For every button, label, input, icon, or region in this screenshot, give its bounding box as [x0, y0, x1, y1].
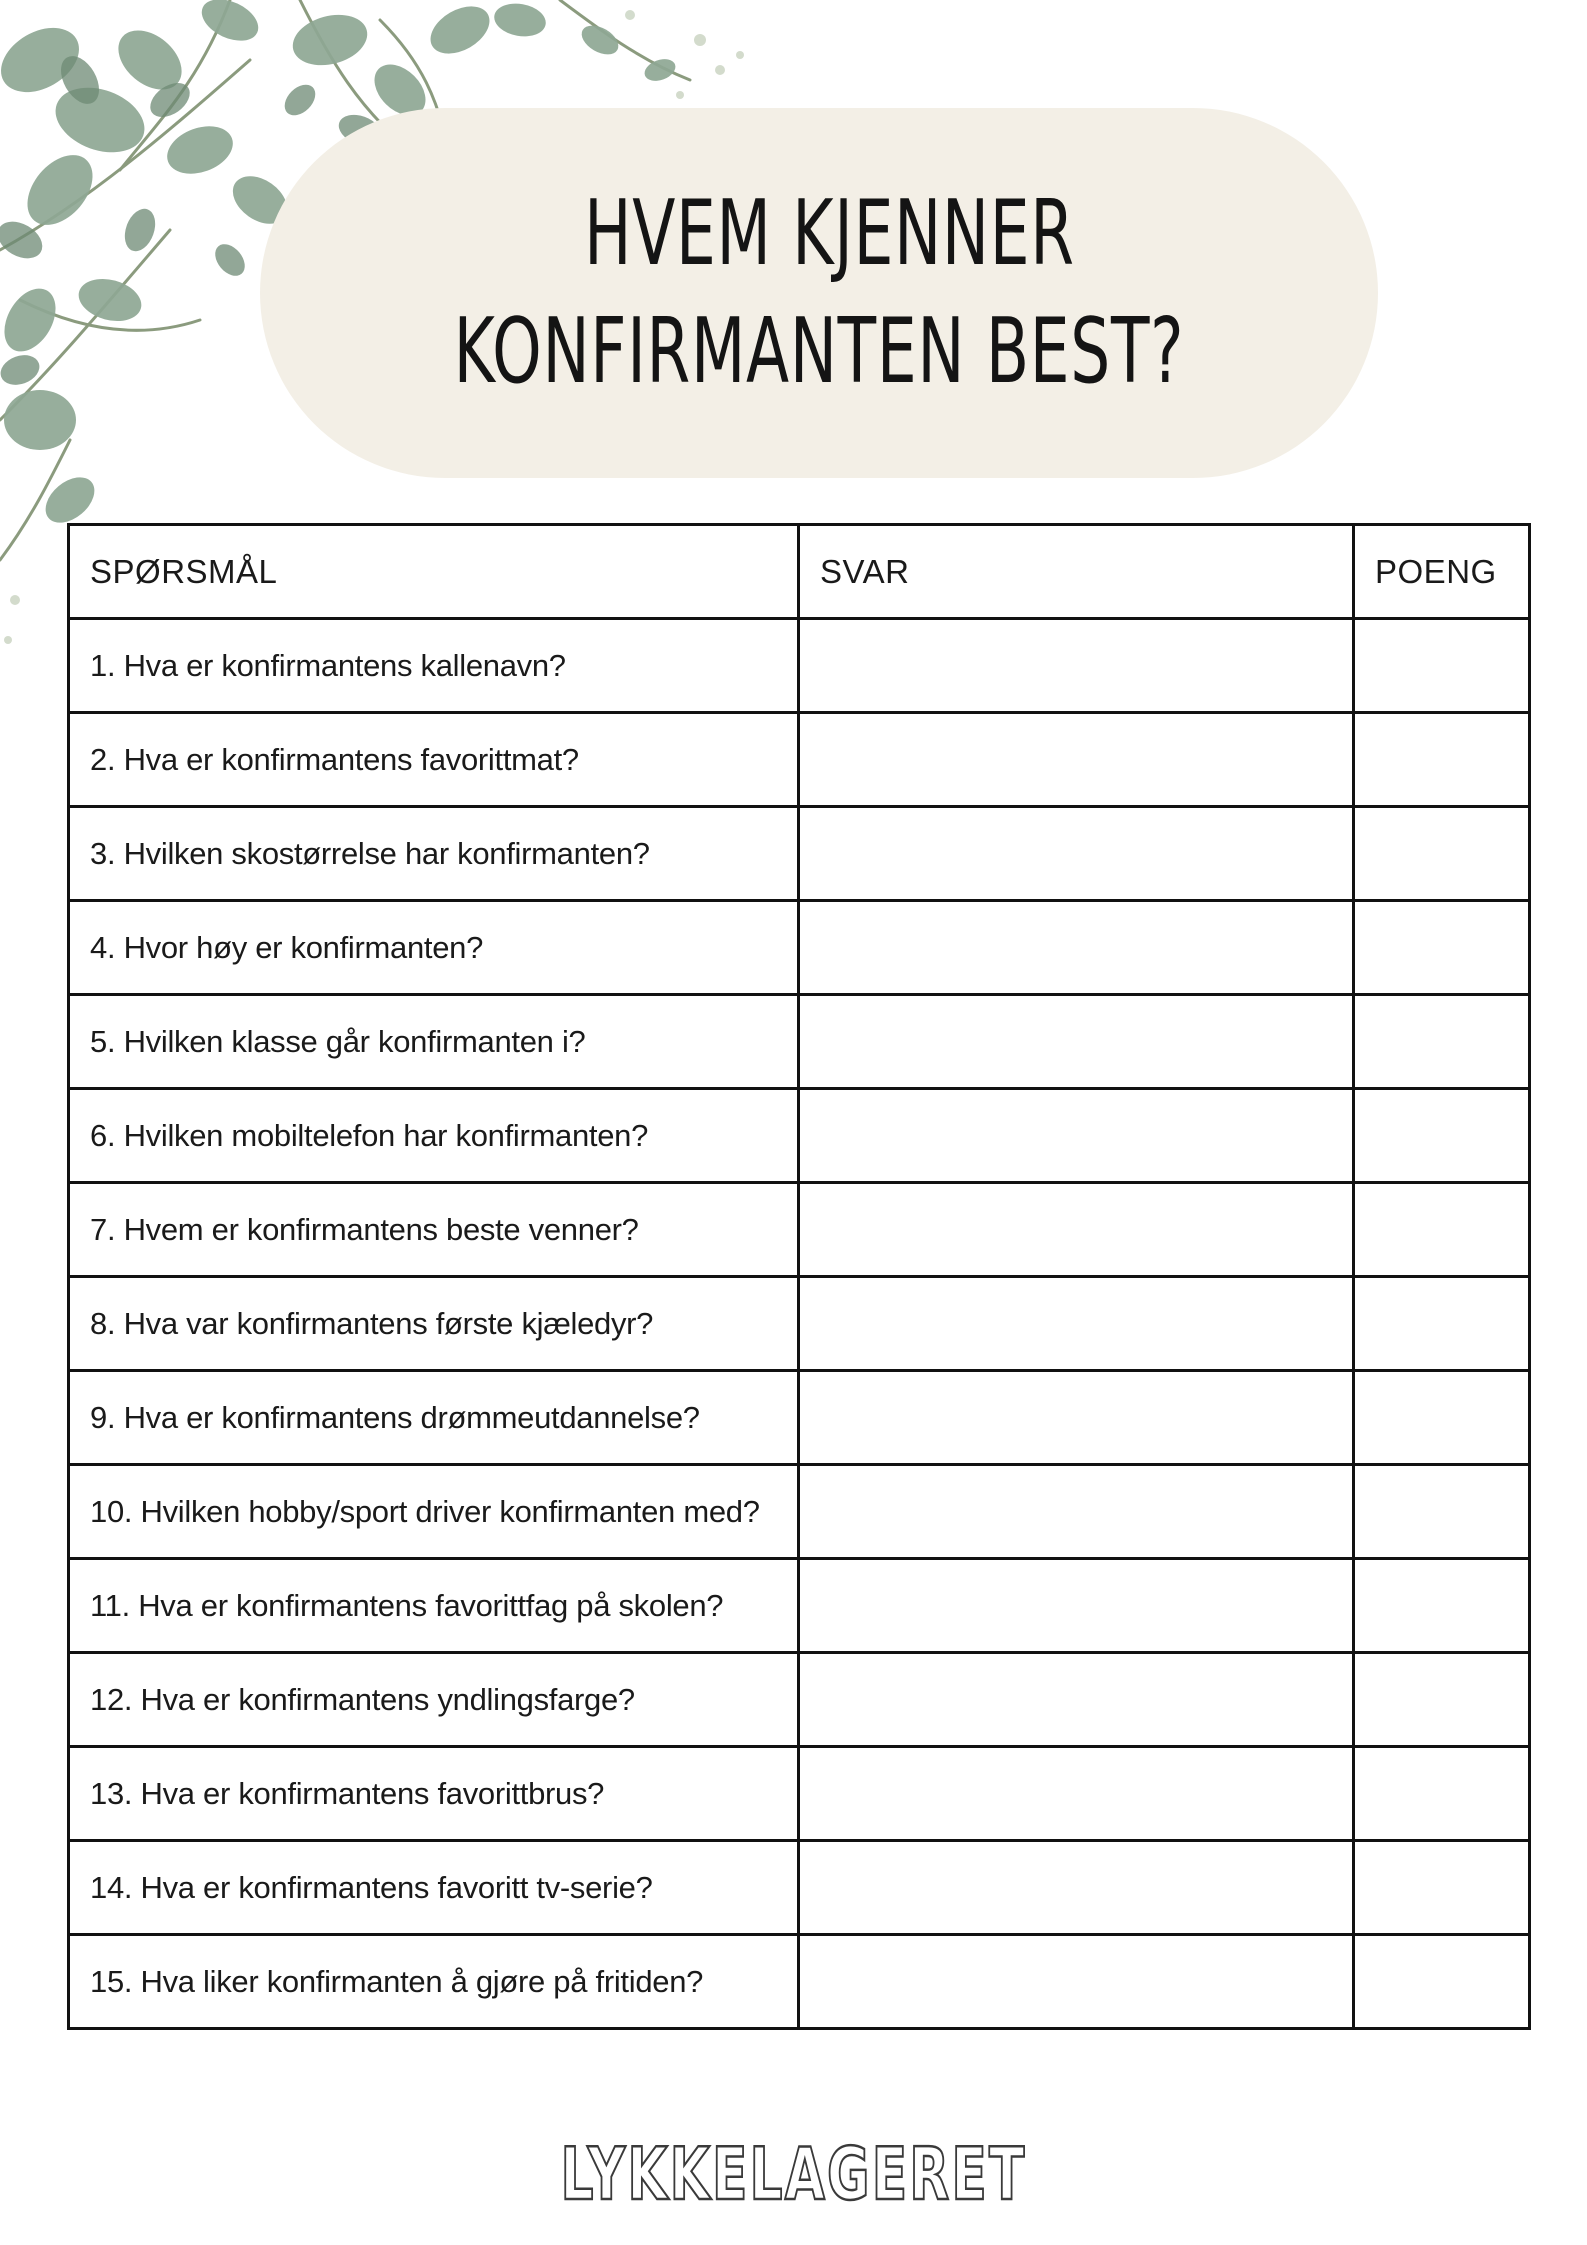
question-cell: 15. Hva liker konfirmanten å gjøre på fritiden?	[69, 1935, 799, 2029]
question-cell: 5. Hvilken klasse går konfirmanten i?	[69, 995, 799, 1089]
table-row	[69, 1747, 1530, 1841]
question-cell: 14. Hva er konfirmantens favoritt tv-serie?	[69, 1841, 799, 1935]
table-header-row	[69, 525, 1530, 619]
question-cell: 1. Hva er konfirmantens kallenavn?	[69, 619, 799, 713]
points-cell[interactable]	[1354, 901, 1530, 995]
points-cell[interactable]	[1354, 1089, 1530, 1183]
question-cell: 6. Hvilken mobiltelefon har konfirmanten?	[69, 1089, 799, 1183]
table-row	[69, 995, 1530, 1089]
question-cell: 11. Hva er konfirmantens favorittfag på skolen?	[69, 1559, 799, 1653]
answer-cell[interactable]	[799, 807, 1354, 901]
answer-cell[interactable]	[799, 1277, 1354, 1371]
table-row	[69, 1089, 1530, 1183]
answer-cell[interactable]	[799, 619, 1354, 713]
answer-cell[interactable]	[799, 1935, 1354, 2029]
points-cell[interactable]	[1354, 995, 1530, 1089]
answer-cell[interactable]	[799, 901, 1354, 995]
answer-cell[interactable]	[799, 713, 1354, 807]
answer-cell[interactable]	[799, 1559, 1354, 1653]
points-cell[interactable]	[1354, 713, 1530, 807]
points-cell[interactable]	[1354, 619, 1530, 713]
question-cell: 9. Hva er konfirmantens drømmeutdannelse?	[69, 1371, 799, 1465]
title-banner	[260, 108, 1378, 478]
table-row	[69, 1841, 1530, 1935]
table-row	[69, 901, 1530, 995]
points-cell[interactable]	[1354, 1183, 1530, 1277]
answer-cell[interactable]	[799, 995, 1354, 1089]
title-line-1: HVEM KJENNER	[583, 181, 1075, 286]
table-body	[69, 619, 1530, 2029]
question-cell: 3. Hvilken skostørrelse har konfirmanten?	[69, 807, 799, 901]
header-question: SPØRSMÅL	[69, 525, 799, 619]
answer-cell[interactable]	[799, 1089, 1354, 1183]
points-cell[interactable]	[1354, 1559, 1530, 1653]
answer-cell[interactable]	[799, 1653, 1354, 1747]
question-cell: 12. Hva er konfirmantens yndlingsfarge?	[69, 1653, 799, 1747]
table-row	[69, 1653, 1530, 1747]
table-row	[69, 619, 1530, 713]
points-cell[interactable]	[1354, 1935, 1530, 2029]
header-points: POENG	[1354, 525, 1530, 619]
points-cell[interactable]	[1354, 1465, 1530, 1559]
table-row	[69, 1559, 1530, 1653]
table-row	[69, 1371, 1530, 1465]
header-answer: SVAR	[799, 525, 1354, 619]
points-cell[interactable]	[1354, 1841, 1530, 1935]
points-cell[interactable]	[1354, 807, 1530, 901]
table-row	[69, 713, 1530, 807]
points-cell[interactable]	[1354, 1277, 1530, 1371]
points-cell[interactable]	[1354, 1747, 1530, 1841]
answer-cell[interactable]	[799, 1371, 1354, 1465]
brand-logo-text: LYKKELAGERET	[560, 2132, 1027, 2216]
question-cell: 4. Hvor høy er konfirmanten?	[69, 901, 799, 995]
question-cell: 10. Hvilken hobby/sport driver konfirmanten med?	[69, 1465, 799, 1559]
question-cell: 13. Hva er konfirmantens favorittbrus?	[69, 1747, 799, 1841]
question-cell: 7. Hvem er konfirmantens beste venner?	[69, 1183, 799, 1277]
question-cell: 8. Hva var konfirmantens første kjæledyr?	[69, 1277, 799, 1371]
answer-cell[interactable]	[799, 1841, 1354, 1935]
answer-cell[interactable]	[799, 1465, 1354, 1559]
table-row	[69, 1935, 1530, 2029]
table-row	[69, 1277, 1530, 1371]
points-cell[interactable]	[1354, 1653, 1530, 1747]
quiz-table	[67, 523, 1531, 2030]
title-line-2: KONFIRMANTEN BEST?	[453, 299, 1185, 404]
answer-cell[interactable]	[799, 1747, 1354, 1841]
table-row	[69, 807, 1530, 901]
points-cell[interactable]	[1354, 1371, 1530, 1465]
table-row	[69, 1183, 1530, 1277]
question-cell: 2. Hva er konfirmantens favorittmat?	[69, 713, 799, 807]
table-row	[69, 1465, 1530, 1559]
answer-cell[interactable]	[799, 1183, 1354, 1277]
